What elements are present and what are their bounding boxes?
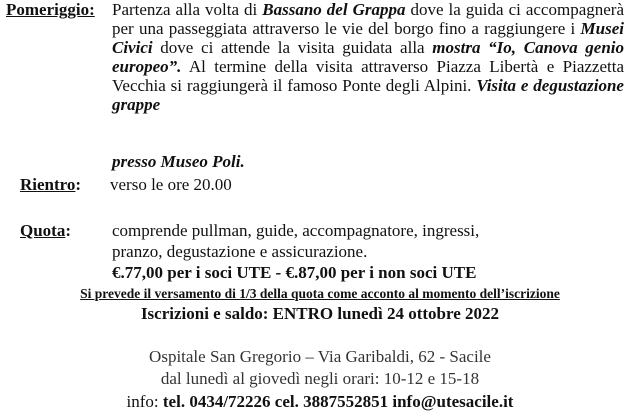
rientro-colon: : — [75, 175, 82, 194]
quota-line-2: pranzo, degustazione e assicurazione. — [112, 242, 368, 261]
musei-civici: Musei Civici — [112, 19, 624, 57]
pomeriggio-text-3: dove ci attende la visita guidata alla — [152, 38, 433, 57]
rientro-row — [20, 175, 81, 194]
contact-info — [0, 392, 640, 412]
acconto-notice: Si prevede il versamento di 1/3 della quota come acconto al momento dell’iscrizione — [80, 286, 560, 301]
info-prefix: info: — [126, 392, 163, 411]
quota-row — [20, 221, 71, 240]
bassano-del-grappa: Bassano del Grappa — [262, 0, 406, 19]
presso-museo-poli: presso Museo Poli. — [112, 152, 245, 171]
rientro-value: verso le ore 20.00 — [110, 175, 232, 194]
pomeriggio-text-4: Al termine della visita attraverso Piazza Libertà e Piazzetta Vecchia si raggiungerà il famoso Ponte degli Alpini. — [112, 57, 624, 95]
contact-hours: dal lunedì al giovedì negli orari: 10-12 e 15-18 — [160, 369, 480, 388]
iscrizioni-saldo: Iscrizioni e saldo: ENTRO lunedì 24 ottobre 2022 — [140, 304, 500, 323]
pomeriggio-label: Pomeriggio: — [6, 0, 95, 19]
quota-label: Quota — [20, 221, 66, 240]
mostra-canova: mostra “Io, Canova genio europeo”. — [112, 38, 625, 76]
pomeriggio-text-2: dove la guida ci accompagnerà per una passeggiata attraverso le vie del borgo fino a raggiungere i — [112, 0, 624, 38]
pomeriggio-text-1: Partenza alla volta di — [112, 0, 263, 19]
rientro-label: Rientro — [20, 175, 76, 194]
info-details: tel. 0434/72226 cel. 3887552851 info@utesacile.it — [162, 392, 514, 411]
contact-address: Ospitale San Gregorio – Via Garibaldi, 62 - Sacile — [149, 347, 491, 366]
quota-prices: €.77,00 per i soci UTE - €.87,00 per i non soci UTE — [112, 263, 477, 282]
visita-degustazione: Visita e degustazione grappe — [112, 76, 624, 114]
quota-colon: : — [65, 221, 72, 240]
quota-line-1: comprende pullman, guide, accompagnatore, ingressi, — [112, 221, 480, 240]
pomeriggio-paragraph — [112, 0, 624, 114]
